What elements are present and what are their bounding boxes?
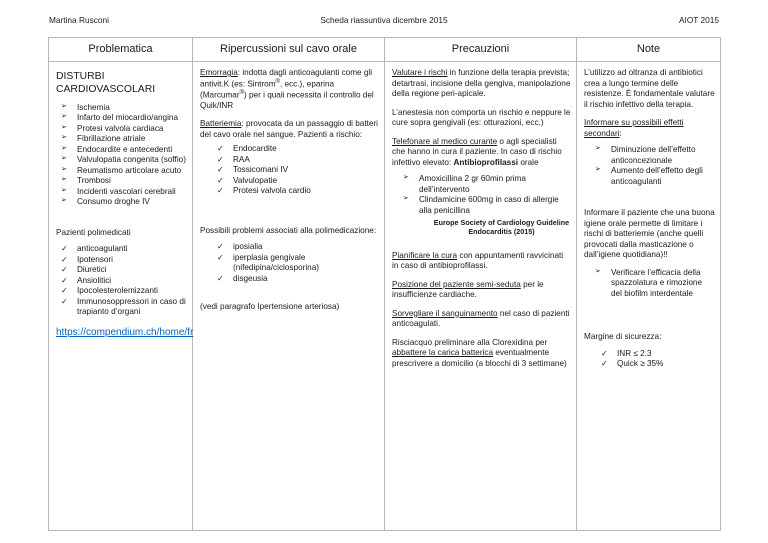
- list-item: ✓ Tossicomani IV: [217, 165, 289, 175]
- column-header-ripercussioni: Ripercussioni sul cavo orale: [193, 38, 385, 62]
- list-item: ➢ Consumo droghe IV: [61, 197, 150, 207]
- column-header-precauzioni: Precauzioni: [385, 38, 577, 62]
- batteriemia-paragraph: Batteriemia: provocata da un passaggio di batteri del cavo orale nel sangue. Pazienti a rischio:: [200, 119, 378, 139]
- list-item: ➢ Diminuzione dell’effetto anticoncezionale: [595, 145, 696, 165]
- list-item: ✓ iperplasia gengivale (nifedipina/ciclosporina): [217, 252, 320, 273]
- check-icon: ✓: [217, 252, 224, 262]
- check-icon: ✓: [61, 286, 68, 296]
- list-item: ➢ Fibrillazione atriale: [61, 134, 146, 144]
- header-author: Martina Rusconi: [49, 15, 109, 25]
- note-paragraph: Informare su possibili effetti secondari:: [584, 118, 684, 138]
- arrow-bullet-icon: ➢: [595, 145, 601, 152]
- header-title: Scheda riassuntiva dicembre 2015: [320, 15, 448, 25]
- note-cell: [577, 62, 721, 531]
- compendium-link[interactable]: https://compendium.ch/home/fr: [56, 326, 194, 338]
- list-item: ✓ Ansiolitici: [61, 275, 112, 285]
- poly-title: Pazienti polimedicati: [56, 227, 131, 237]
- note-paragraph: L’utilizzo ad oltranza di antibiotici crea a lungo termine delle resistenze. È fondamentale valutare il rischio infettivo della terapia.: [584, 68, 715, 109]
- check-icon: ✓: [217, 186, 224, 196]
- list-item: ✓ Protesi valvola cardio: [217, 186, 311, 196]
- table-row: [49, 62, 721, 531]
- list-item: ➢ Aumento dell’effetto degli anticoagulanti: [595, 166, 703, 186]
- arrow-bullet-icon: ➢: [61, 113, 67, 121]
- list-item: ✓ Valvulopatie: [217, 175, 277, 185]
- column-header-note: Note: [577, 38, 721, 62]
- arrow-bullet-icon: ➢: [61, 186, 67, 194]
- check-icon: ✓: [61, 265, 68, 275]
- emorragia-paragraph: Emorragia: indotta dagli anticoagulanti come gli antivit.K (es: Sintrom®, ecc.), eparina (Marcumar®) per i quali necessita il controllo del Quik/INR: [200, 68, 374, 110]
- check-icon: ✓: [61, 254, 68, 264]
- list-item: ✓ disgeusia: [217, 273, 268, 283]
- list-item: ➢ Ischemia: [61, 102, 110, 112]
- check-icon: ✓: [61, 296, 68, 306]
- list-item: ➢ Protesi valvola cardiaca: [61, 123, 164, 133]
- check-icon: ✓: [217, 273, 224, 283]
- list-item: ✓ Quick ≥ 35%: [601, 359, 664, 368]
- arrow-bullet-icon: ➢: [61, 123, 67, 131]
- list-item: ✓ anticoagulanti: [61, 244, 128, 254]
- ripercussioni-cell: [193, 62, 385, 531]
- verify-list: [584, 268, 715, 300]
- condition-list: [58, 103, 187, 208]
- precaution-paragraph: Sorvegliare il sanguinamento nel caso di pazienti anticoagulati.: [392, 308, 570, 329]
- precauzioni-cell: [385, 62, 577, 531]
- list-item: ✓ RAA: [217, 154, 250, 164]
- condition-title: DISTURBI CARDIOVASCOLARI: [56, 71, 156, 96]
- reference-note: Europe Society of Cardiology Guideline Endocarditis (2015): [433, 218, 570, 237]
- arrow-bullet-icon: ➢: [61, 197, 67, 205]
- arrow-bullet-icon: ➢: [61, 155, 67, 163]
- note-paragraph: Informare il paziente che una buona igiene orale permette di limitare i rischi di batteriemie (anche quelli provocati dalla masticazione o dall’igiene quotidiana)!!: [584, 208, 715, 259]
- precaution-paragraph: Pianificare la cura con appuntamenti ravvicinati in caso di antibioprofilassi.: [392, 250, 564, 271]
- list-item: ➢ Trombosi: [61, 176, 111, 186]
- list-item: ➢ Clindamicine 600mg in caso di allergie alla penicillina: [403, 195, 559, 215]
- header-org: AIOT 2015: [679, 15, 719, 25]
- list-item: ✓ iposialia: [217, 242, 263, 252]
- list-item: ➢ Incidenti vascolari cerebrali: [61, 186, 176, 196]
- check-icon: ✓: [217, 175, 224, 185]
- table-header-row: [49, 38, 721, 62]
- check-icon: ✓: [217, 242, 224, 252]
- antibio-list: [392, 174, 571, 216]
- check-icon: ✓: [217, 154, 224, 164]
- list-item: ✓ Diuretici: [61, 265, 107, 275]
- arrow-bullet-icon: ➢: [61, 176, 67, 184]
- margin-title: Margine di sicurezza:: [584, 332, 662, 341]
- arrow-bullet-icon: ➢: [595, 267, 601, 275]
- list-item: ✓ Ipocolesterolemizzanti: [61, 286, 159, 296]
- list-item: ✓ Ipotensori: [61, 254, 113, 264]
- check-icon: ✓: [601, 348, 608, 358]
- arrow-bullet-icon: ➢: [595, 166, 601, 173]
- check-icon: ✓: [601, 359, 608, 368]
- problematica-cell: [49, 62, 193, 531]
- effects-list: [584, 145, 715, 187]
- check-icon: ✓: [217, 144, 224, 154]
- column-header-problematica: Problematica: [49, 38, 193, 62]
- check-icon: ✓: [61, 275, 68, 285]
- check-icon: ✓: [217, 165, 224, 175]
- check-icon: ✓: [61, 244, 68, 254]
- precaution-paragraph: Valutare i rischi in funzione della terapia prevista; detartrasi, incisione della gengiva, manipolazione della regione peri-apicale.: [392, 68, 571, 98]
- arrow-bullet-icon: ➢: [403, 174, 409, 181]
- summary-table: [48, 37, 721, 531]
- risk-list: [200, 144, 379, 197]
- arrow-bullet-icon: ➢: [61, 102, 67, 110]
- precaution-paragraph: Telefonare al medico curante o agli specialisti che hanno in cura il paziente. In caso di rischio infettivo elevato: Antibioprofilassi orale: [392, 136, 562, 167]
- list-item: ➢ Verificare l’efficacia della spazzolatura e rimozione del biofilm interdentale: [595, 267, 703, 298]
- list-item: ➢ Infarto del miocardio/angina: [61, 113, 179, 123]
- arrow-bullet-icon: ➢: [61, 144, 67, 152]
- list-item: ➢ Reumatismo articolare acuto: [61, 165, 182, 175]
- list-item: ✓ INR ≤ 2.3: [601, 348, 652, 358]
- arrow-bullet-icon: ➢: [61, 134, 67, 142]
- arrow-bullet-icon: ➢: [403, 195, 409, 202]
- list-item: ➢ Endocardite e antecedenti: [61, 144, 173, 154]
- list-item: ➢ Amoxicillina 2 gr 60min prima dell’intervento: [403, 174, 526, 194]
- precaution-paragraph: Posizione del paziente semi-seduta per le insufficienze cardiache.: [392, 279, 544, 300]
- list-item: ✓ Immunosoppressori in caso di trapianto d’organi: [61, 296, 186, 317]
- problems-list: [200, 242, 379, 284]
- precaution-paragraph: Risciacquo preliminare alla Clorexidina per abbattere la carica batterica eventualmente prescrivere a domicilio (a blocchi di 3 settimane): [392, 337, 567, 368]
- list-item: ✓ Endocardite: [217, 144, 277, 154]
- see-also-note: (vedi paragrafo Ipertensione arteriosa): [200, 302, 340, 312]
- problems-title: Possibili problemi associati alla polimedicazione:: [200, 225, 377, 235]
- poly-list: [58, 244, 187, 318]
- precaution-paragraph: L’anestesia non comporta un rischio e neppure le cure sopra gengivali (es: otturazioni, ecc.): [392, 107, 571, 127]
- margin-list: [584, 349, 715, 370]
- arrow-bullet-icon: ➢: [61, 165, 67, 173]
- list-item: ➢ Valvulopatia congenita (soffio): [61, 155, 186, 165]
